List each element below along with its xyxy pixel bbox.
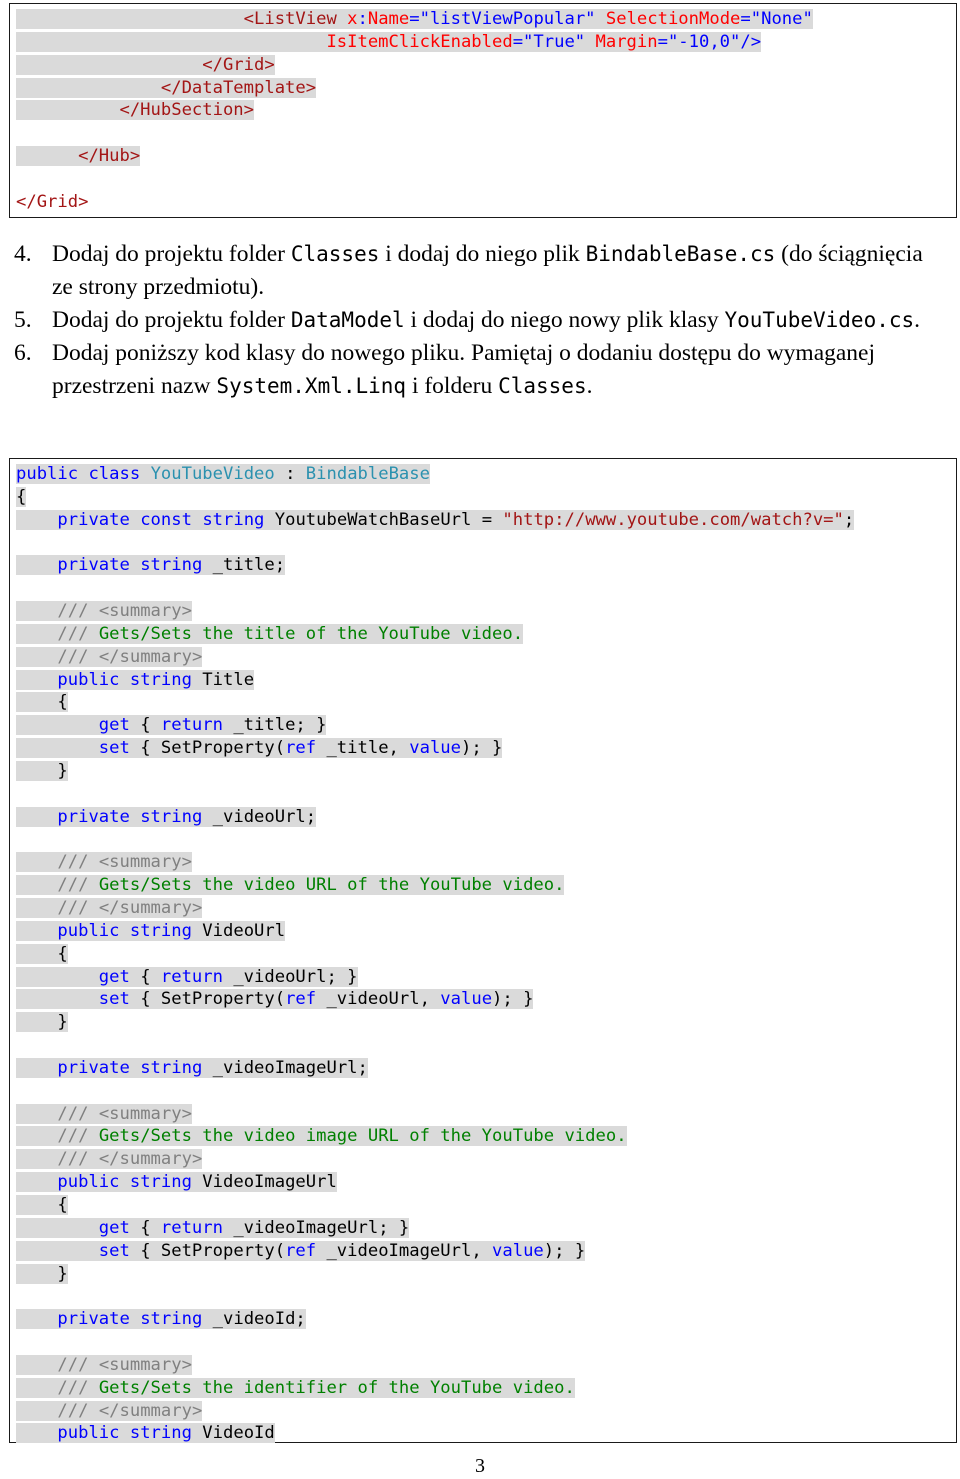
step-code: BindableBase.cs [585, 242, 776, 266]
xaml-code-block [9, 3, 957, 218]
code-token: string [129, 669, 192, 690]
page-number: 3 [475, 1455, 485, 1477]
code-token: _videoId; [202, 1309, 306, 1330]
code-token: get [98, 1217, 130, 1238]
code-token: ="True" [512, 31, 596, 52]
code-token: public [57, 920, 120, 941]
step-text: . [586, 373, 593, 399]
code-token: ; [843, 509, 855, 530]
code-token: string [140, 1309, 203, 1330]
code-token: { SetProperty( [129, 738, 286, 759]
code-token: _title; [202, 555, 286, 576]
code-token: Gets/Sets the video image URL of the YouTube video. [98, 1126, 627, 1147]
code-token: /// [57, 1400, 99, 1421]
code-token: value [440, 989, 493, 1010]
step-text: Dodaj do projektu folder [52, 241, 291, 267]
code-token: Name [367, 9, 410, 29]
code-token: private [57, 1057, 130, 1078]
code-token: public [16, 464, 79, 484]
code-token: /// [57, 601, 99, 622]
code-token: string [140, 806, 203, 827]
code-token: <summary> [98, 1103, 192, 1124]
code-token: _title; } [222, 715, 327, 736]
code-token: set [98, 738, 130, 759]
code-token: Gets/Sets the identifier of the YouTube video. [98, 1377, 575, 1398]
code-token: return [160, 715, 223, 736]
code-token: <summary> [98, 852, 192, 873]
code-token: get [98, 715, 130, 736]
code-token: /// [57, 1377, 99, 1398]
step-text: i dodaj do niego nowy plik klasy [404, 307, 725, 333]
code-token: : [357, 9, 368, 29]
instruction-step-4 [14, 238, 944, 304]
code-token: ); } [543, 1240, 586, 1261]
code-token: _videoImageUrl; } [222, 1217, 410, 1238]
code-token: /// [57, 1149, 99, 1170]
code-token: Margin [595, 31, 658, 52]
code-token: string [140, 1057, 203, 1078]
code-token: { [129, 715, 161, 736]
code-token: ="listViewPopular" [409, 9, 606, 29]
code-token: ref [285, 1240, 317, 1261]
code-token: value [492, 1240, 544, 1261]
code-token: /// [57, 1126, 99, 1147]
instruction-step-6 [14, 337, 944, 403]
code-token: return [160, 966, 223, 987]
code-token: set [98, 1240, 130, 1261]
code-token: _videoUrl, [316, 989, 441, 1010]
code-token: </HubSection> [119, 100, 255, 121]
step-number: 5. [14, 307, 32, 333]
csharp-code-block [9, 458, 957, 1443]
code-token: string [202, 509, 265, 530]
code-token: SelectionMode [605, 9, 741, 29]
step-text: . [914, 307, 921, 333]
step-code: YouTubeVideo.cs [724, 308, 915, 332]
code-token: </DataTemplate> [160, 77, 317, 98]
code-token: <summary> [98, 1354, 192, 1375]
code-token: Title [191, 669, 255, 690]
code-token: VideoId [191, 1423, 275, 1444]
code-token: "http://www.youtube.com/watch?v=" [502, 509, 844, 530]
code-token: IsItemClickEnabled [326, 31, 513, 52]
code-token: VideoImageUrl [191, 1172, 337, 1193]
code-token: YouTubeVideo [150, 464, 275, 484]
step-code: System.Xml.Linq [216, 374, 407, 398]
code-token: public [57, 1423, 120, 1444]
step-code: Classes [290, 242, 380, 266]
code-token: ="-10,0"/> [657, 31, 762, 52]
code-token: /// [57, 646, 99, 667]
code-token: set [98, 989, 130, 1010]
code-token: { [16, 486, 27, 507]
code-token: public [57, 669, 120, 690]
instruction-list [14, 238, 944, 403]
code-token: class [88, 464, 141, 484]
step-text: (do ściągnięcia ze strony przedmiotu). [52, 241, 923, 300]
code-token: VideoUrl [191, 920, 286, 941]
code-token: private [57, 509, 130, 530]
code-token: Gets/Sets the video URL of the YouTube video. [98, 875, 565, 896]
code-token: value [409, 738, 461, 759]
code-token: /// [57, 1354, 99, 1375]
code-token: public [57, 1172, 120, 1193]
code-token: <ListView [243, 9, 348, 29]
code-token: get [98, 966, 130, 987]
code-token: ); } [492, 989, 534, 1010]
code-token: Gets/Sets the title of the YouTube video. [98, 623, 524, 644]
step-number: 4. [14, 241, 32, 267]
code-token: ); } [461, 738, 503, 759]
code-token: string [140, 555, 203, 576]
code-token: _videoUrl; } [222, 966, 358, 987]
code-token: YoutubeWatchBaseUrl = [264, 509, 503, 530]
code-token: /// [57, 875, 99, 896]
step-text: i folderu [406, 373, 499, 399]
code-token: string [129, 1423, 192, 1444]
code-token: return [160, 1217, 223, 1238]
code-token: _videoUrl; [202, 806, 317, 827]
code-token: { [57, 692, 68, 713]
step-text: Dodaj do projektu folder [52, 307, 291, 333]
step-text: i dodaj do niego plik [379, 241, 586, 267]
code-token: _videoImageUrl, [316, 1240, 493, 1261]
code-token: </Grid> [16, 191, 89, 212]
step-code: DataModel [290, 308, 405, 332]
code-token: { SetProperty( [129, 989, 286, 1010]
code-token: : [274, 464, 306, 484]
code-token: ref [285, 738, 317, 759]
code-token: private [57, 806, 130, 827]
code-token: private [57, 555, 130, 576]
code-token: /// [57, 852, 99, 873]
instruction-step-5 [14, 304, 944, 337]
code-token: { SetProperty( [129, 1240, 286, 1261]
code-token: string [129, 1172, 192, 1193]
step-number: 6. [14, 340, 32, 366]
code-token: /// [57, 1103, 99, 1124]
code-token: private [57, 1309, 130, 1330]
code-token: ="None" [740, 9, 813, 29]
code-token: <summary> [98, 601, 192, 622]
code-token: BindableBase [305, 464, 430, 484]
code-token: </summary> [98, 1400, 203, 1421]
code-token: </Hub> [78, 146, 141, 167]
code-token: } [57, 1263, 68, 1284]
code-token: { [129, 1217, 161, 1238]
step-code: Classes [498, 374, 587, 398]
code-token: /// [57, 623, 99, 644]
code-token: _videoImageUrl; [202, 1057, 368, 1078]
step-text: Dodaj poniższy kod klasy do nowego pliku. Pamiętaj o dodaniu dostępu do wymaganej przestrzeni nazw [52, 340, 876, 399]
code-token: </Grid> [202, 54, 275, 75]
code-token: { [57, 1195, 68, 1215]
code-token: } [57, 1012, 68, 1033]
code-token: const [140, 509, 192, 530]
code-token: x [347, 9, 358, 29]
code-token: _title, [316, 738, 410, 759]
code-token: /// [57, 898, 99, 919]
code-token: string [129, 920, 192, 941]
code-token: </summary> [98, 646, 203, 667]
code-token: } [57, 760, 68, 781]
code-token: </summary> [98, 1149, 203, 1170]
code-token: { [57, 943, 68, 964]
code-token: { [129, 966, 161, 987]
code-token: </summary> [98, 898, 203, 919]
code-token: ref [285, 989, 317, 1010]
